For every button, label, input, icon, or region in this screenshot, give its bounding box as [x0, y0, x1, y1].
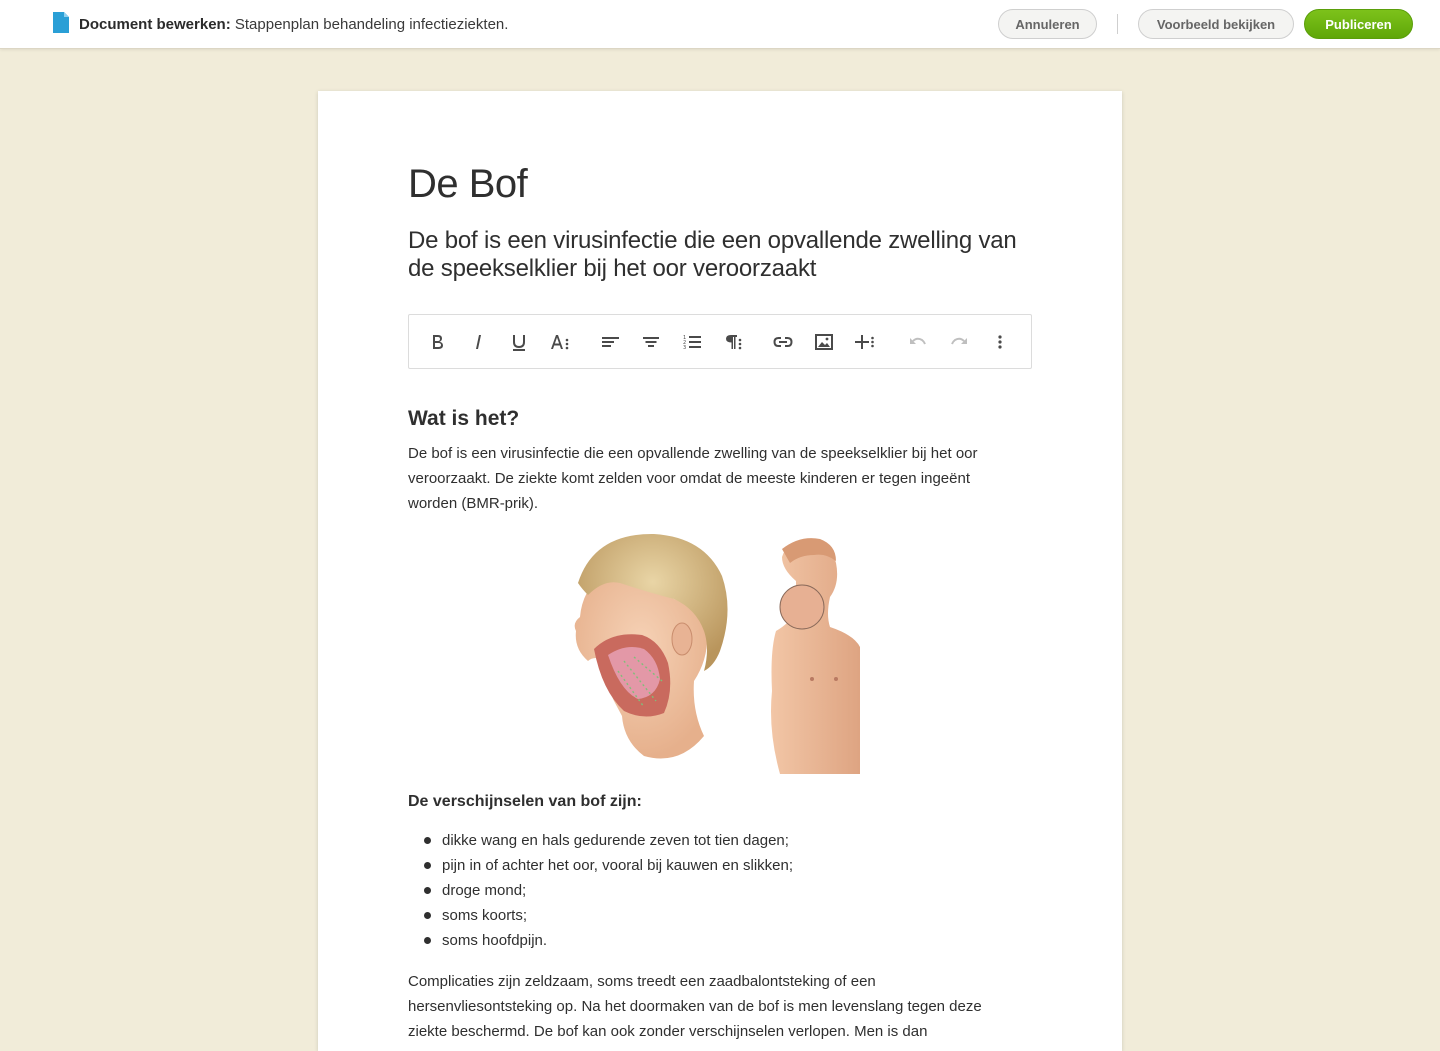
document-heading: [79, 15, 508, 35]
preview-button[interactable]: Voorbeeld bekijken: [1138, 9, 1294, 39]
list-item[interactable]: soms hoofdpijn.: [408, 928, 1008, 953]
svg-text:2: 2: [683, 340, 686, 346]
symptoms-heading[interactable]: De verschijnselen van bof zijn:: [408, 791, 642, 813]
svg-text:3: 3: [683, 345, 686, 351]
list-item[interactable]: soms koorts;: [408, 903, 1008, 928]
document-icon: [53, 12, 69, 33]
list-item[interactable]: dikke wang en hals gedurende zeven tot tien dagen;: [408, 828, 1008, 853]
document-card: [318, 91, 1122, 1051]
mumps-illustration[interactable]: [564, 531, 860, 774]
intro-paragraph[interactable]: De bof is een virusinfectie die een opvallende zwelling van de speekselklier bij het oor veroorzaakt. De ziekte komt zelden voor omdat de meeste kinderen er tegen ingeënt worden (BMR-prik).: [408, 441, 998, 516]
document-label: Document bewerken:: [79, 16, 231, 33]
editor-toolbar: [408, 314, 1032, 369]
more-icon[interactable]: [986, 328, 1014, 356]
cancel-button[interactable]: Annuleren: [998, 9, 1097, 39]
redo-icon[interactable]: [945, 328, 973, 356]
complications-paragraph[interactable]: Complicaties zijn zeldzaam, soms treedt een zaadbalontsteking of een hersenvliesontsteking op. Na het doormaken van de bof is men levenslang tegen deze ziekte beschermd. De bof kan ook zonder verschijnselen verlopen. Men is dan: [408, 969, 998, 1044]
paragraph-icon[interactable]: [719, 328, 747, 356]
align-left-icon[interactable]: [596, 328, 624, 356]
list-item[interactable]: pijn in of achter het oor, vooral bij kauwen en slikken;: [408, 853, 1008, 878]
link-icon[interactable]: [769, 328, 797, 356]
section-heading[interactable]: Wat is het?: [408, 406, 519, 432]
publish-button[interactable]: Publiceren: [1304, 9, 1413, 39]
image-icon[interactable]: [810, 328, 838, 356]
bold-icon[interactable]: [423, 328, 451, 356]
top-bar: [0, 0, 1440, 49]
italic-icon[interactable]: [464, 328, 492, 356]
insert-icon[interactable]: [851, 328, 879, 356]
underline-icon[interactable]: [505, 328, 533, 356]
list-item[interactable]: droge mond;: [408, 878, 1008, 903]
text-size-icon[interactable]: [546, 328, 574, 356]
numbered-list-icon[interactable]: [678, 328, 706, 356]
toolbar-divider: [1117, 14, 1118, 34]
page-subtitle[interactable]: De bof is een virusinfectie die een opvallende zwelling van de speekselklier bij het oor veroorzaakt: [408, 227, 1032, 283]
svg-text:1: 1: [683, 335, 686, 341]
page-title[interactable]: De Bof: [408, 161, 527, 207]
document-name: Stappenplan behandeling infectieziekten.: [235, 16, 509, 33]
symptoms-list: [408, 828, 1008, 953]
undo-icon[interactable]: [904, 328, 932, 356]
align-center-icon[interactable]: [637, 328, 665, 356]
